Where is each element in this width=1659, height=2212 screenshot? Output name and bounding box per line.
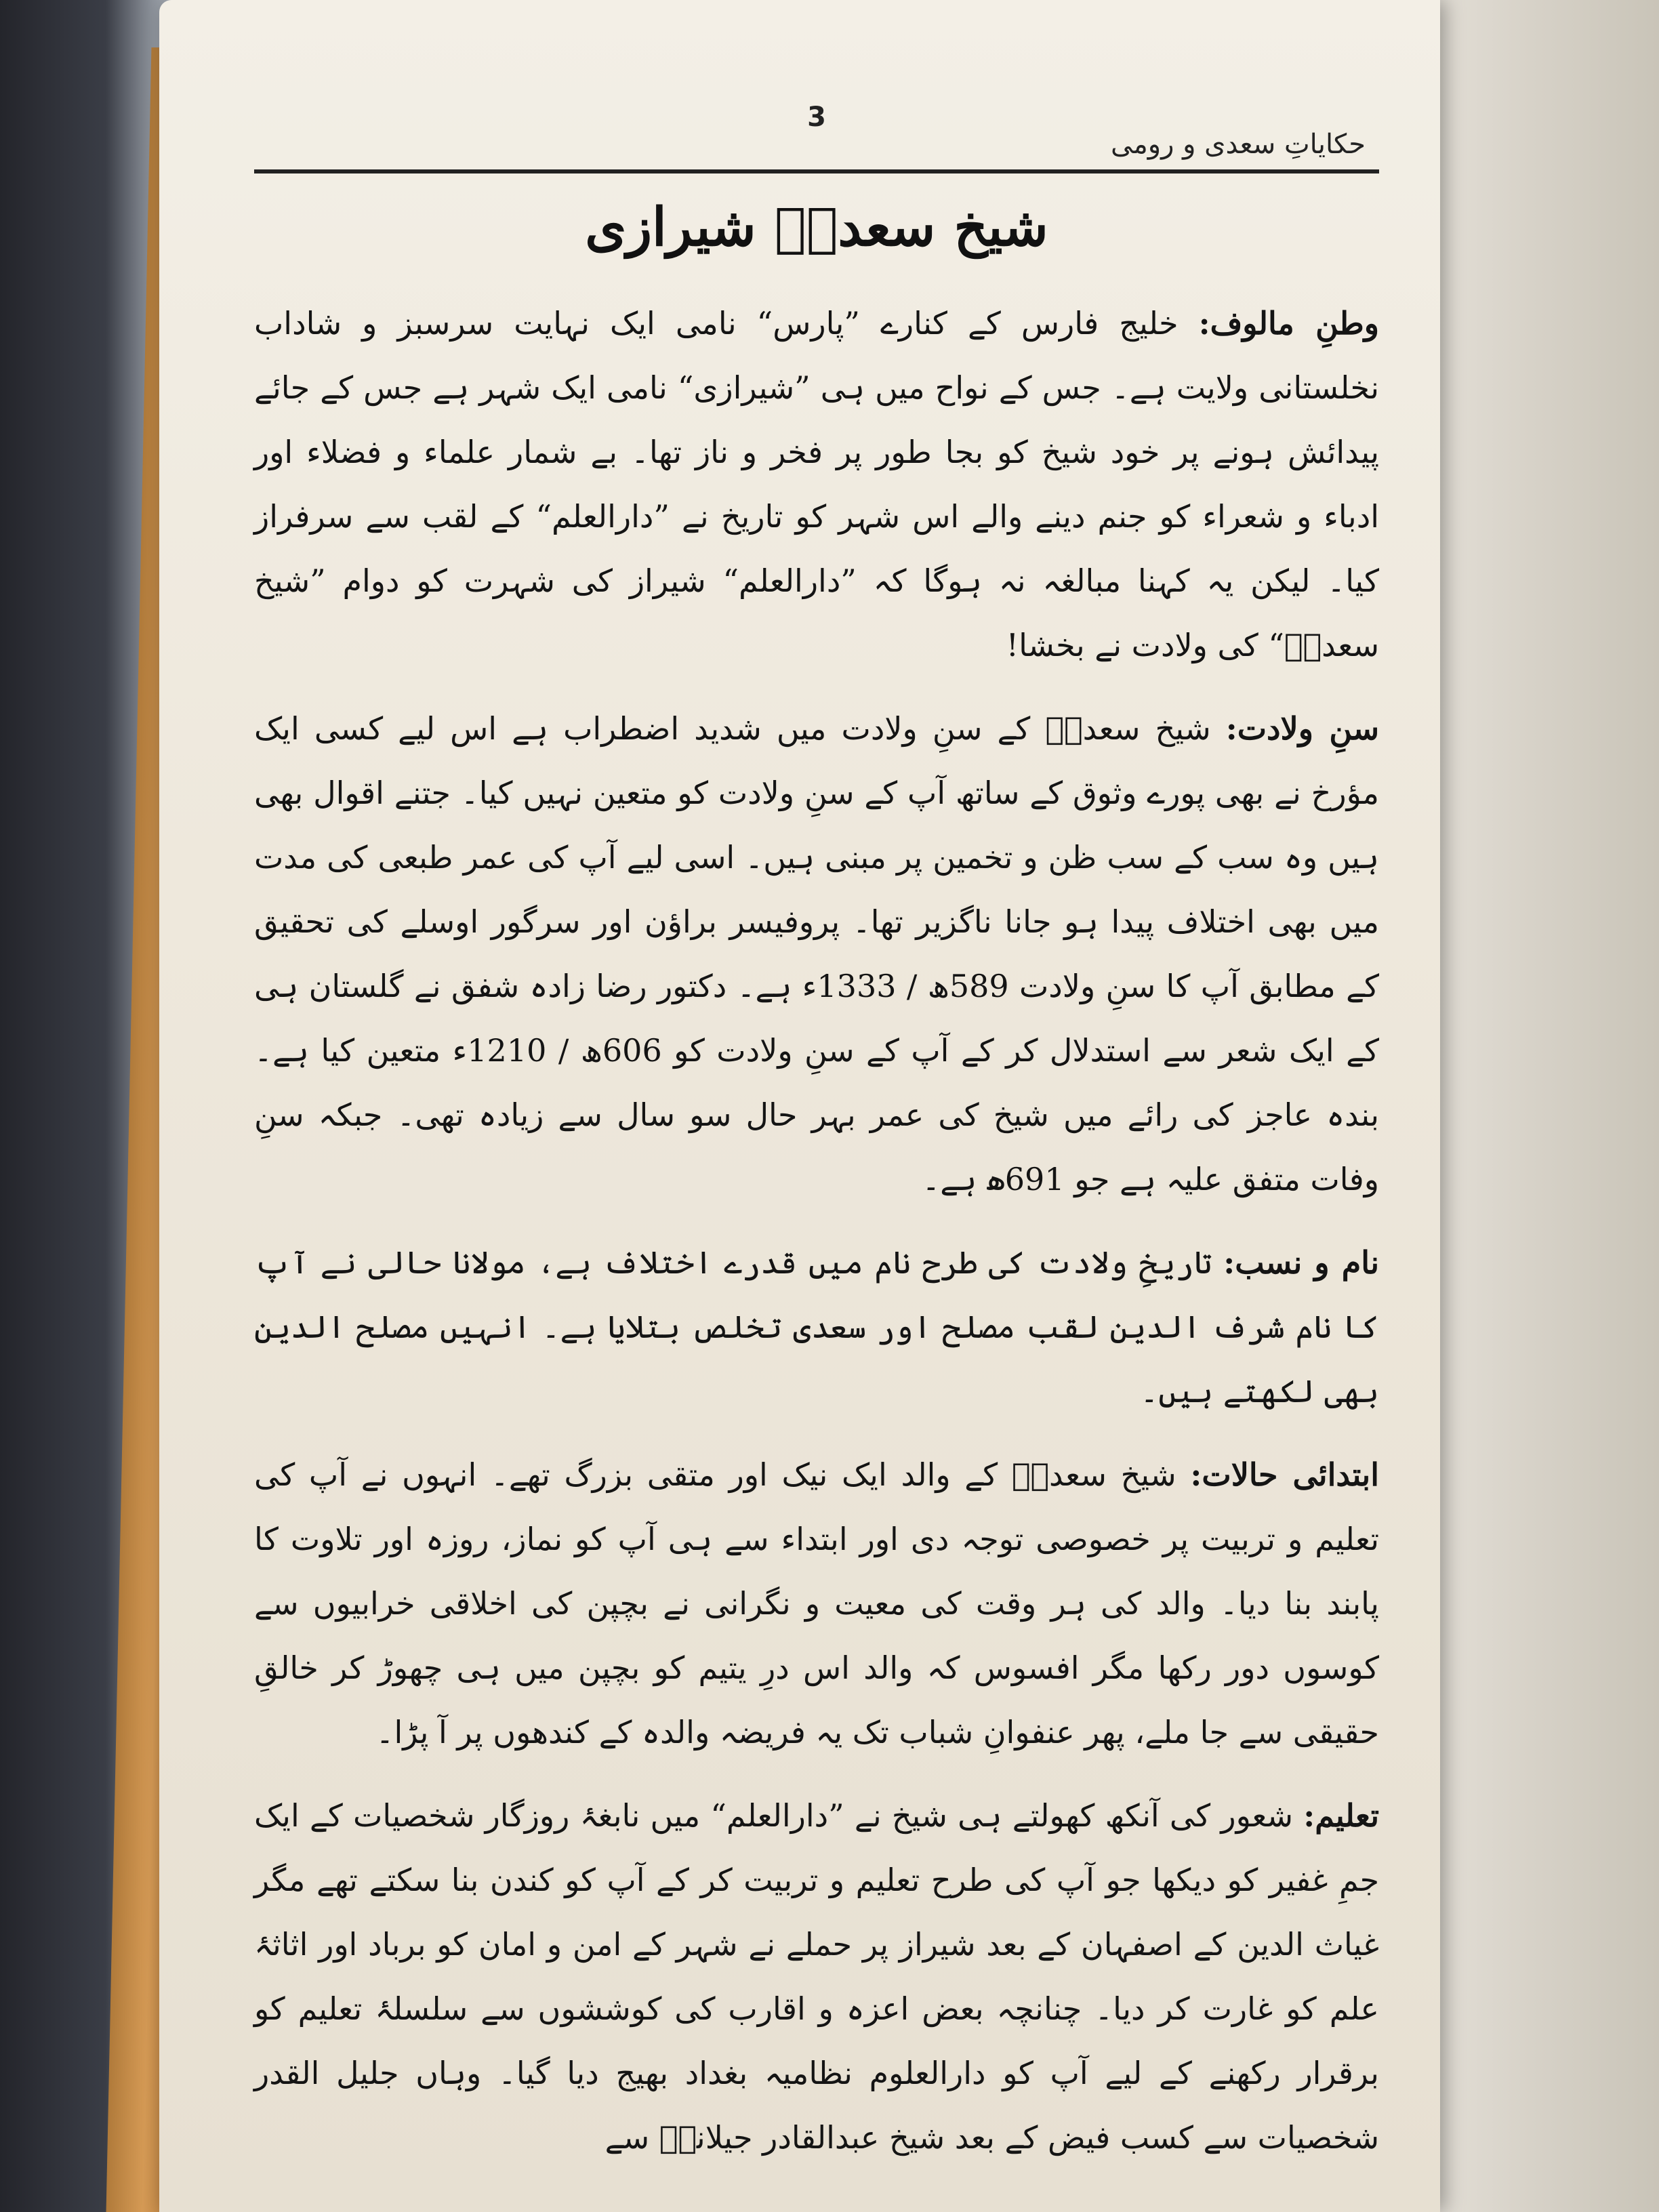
paragraph-early-life <box>254 1443 1379 1765</box>
header-rule <box>254 169 1379 173</box>
chapter-title: شیخ سعدیؒ شیرازی <box>585 197 1048 258</box>
paragraph-heading: تعلیم: <box>1303 1797 1379 1834</box>
paragraph-education <box>254 1784 1379 2170</box>
body-text <box>254 291 1379 2189</box>
running-title: حکایاتِ سعدی و رومی <box>1111 129 1366 160</box>
paragraph-birth-year <box>254 697 1379 1212</box>
paragraph-text: تاریخِ ولادت کی طرح نام میں قدرے اختلاف ہے، مولانا حالی نے آپ کا نام شرف الدین لقب مصلح اور سعدی تخلص بتلایا ہے۔ انہیں مصلح الدین بھی لکھتے ہیں۔ <box>254 1244 1379 1410</box>
background-right <box>1401 0 1659 2212</box>
page-header <box>254 95 1379 176</box>
paragraph-heading: ابتدائی حالات: <box>1190 1456 1379 1493</box>
paragraph-heading: نام و نسب: <box>1223 1244 1380 1281</box>
book-page <box>159 0 1440 2212</box>
paragraph-name-lineage <box>254 1231 1379 1424</box>
paragraph-heading: سنِ ولادت: <box>1225 710 1379 747</box>
paragraph-text: شعور کی آنکھ کھولتے ہی شیخ نے ”دارالعلم“ میں نابغۂ روزگار شخصیات کے ایک جمِ غفیر کو دیکھا جو آپ کی طرح تعلیم و تربیت کر کے آپ کو کندن بنا سکتے تھے مگر غیاث الدین کے اصفہان کے بعد شیراز پر حملے نے شہر کے امن و امان کو برباد اور اثاثۂ علم کو غارت کر دیا۔ چنانچہ بعض اعزہ و اقارب کی کوششوں سے سلسلۂ تعلیم کو برقرار رکھنے کے لیے آپ کو دارالعلوم نظامیہ بغداد بھیج دیا گیا۔ وہاں جلیل القدر شخصیات سے کسب فیض کے بعد شیخ عبدالقادر جیلانیؒ سے <box>254 1797 1380 2156</box>
paragraph-text: خلیج فارس کے کنارے ”پارس“ نامی ایک نہایت سرسبز و شاداب نخلستانی ولایت ہے۔ جس کے نواح میں ہی ”شیرازی“ نامی ایک شہر ہے جس کے جائے پیدائش ہونے پر خود شیخ کو بجا طور پر فخر و ناز تھا۔ بے شمار علماء و فضلاء اور ادباء و شعراء کو جنم دینے والے اس شہر کو تاریخ نے ”دارالعلم“ کے لقب سے سرفراز کیا۔ لیکن یہ کہنا مبالغہ نہ ہوگا کہ ”دارالعلم“ شیراز کی شہرت کو دوام ”شیخ سعدیؒ“ کی ولادت نے بخشا! <box>254 305 1379 663</box>
paragraph-text: شیخ سعدیؒ کے والد ایک نیک اور متقی بزرگ تھے۔ انہوں نے آپ کی تعلیم و تربیت پر خصوصی توجہ دی اور ابتداء سے ہی آپ کو نماز، روزہ اور تلاوت کا پابند بنا دیا۔ والد کی ہر وقت کی معیت و نگرانی نے بچپن کی اخلاقی خرابیوں سے کوسوں دور رکھا مگر افسوس کہ والد اس درِ یتیم کو بچپن میں ہی چھوڑ کر خالقِ حقیقی سے جا ملے، پھر عنفوانِ شباب تک یہ فریضہ والدہ کے کندھوں پر آ پڑا۔ <box>254 1456 1379 1750</box>
paragraph-text: شیخ سعدیؒ کے سنِ ولادت میں شدید اضطراب ہے اس لیے کسی ایک مؤرخ نے بھی پورے وثوق کے ساتھ آپ کے سنِ ولادت کو متعین نہیں کیا۔ جتنے اقوال بھی ہیں وہ سب کے سب ظن و تخمین پر مبنی ہیں۔ اسی لیے آپ کی عمر طبعی کی مدت میں بھی اختلاف پیدا ہو جانا ناگزیر تھا۔ پروفیسر براؤن اور سرگور اوسلے کی تحقیق کے مطابق آپ کا سنِ ولادت 589ھ / 1333ء ہے۔ دکتور رضا زادہ شفق نے گلستان ہی کے ایک شعر سے استدلال کر کے آپ کے سنِ ولادت کو 606ھ / 1210ء متعین کیا ہے۔ بندہ عاجز کی رائے میں شیخ کی عمر بہر حال سو سال سے زیادہ تھی۔ جبکہ سنِ وفات متفق علیہ ہے جو 691ھ ہے۔ <box>254 710 1380 1197</box>
paragraph-homeland <box>254 291 1379 678</box>
page-number: 3 <box>807 102 826 133</box>
paragraph-heading: وطنِ مالوف: <box>1198 305 1379 342</box>
